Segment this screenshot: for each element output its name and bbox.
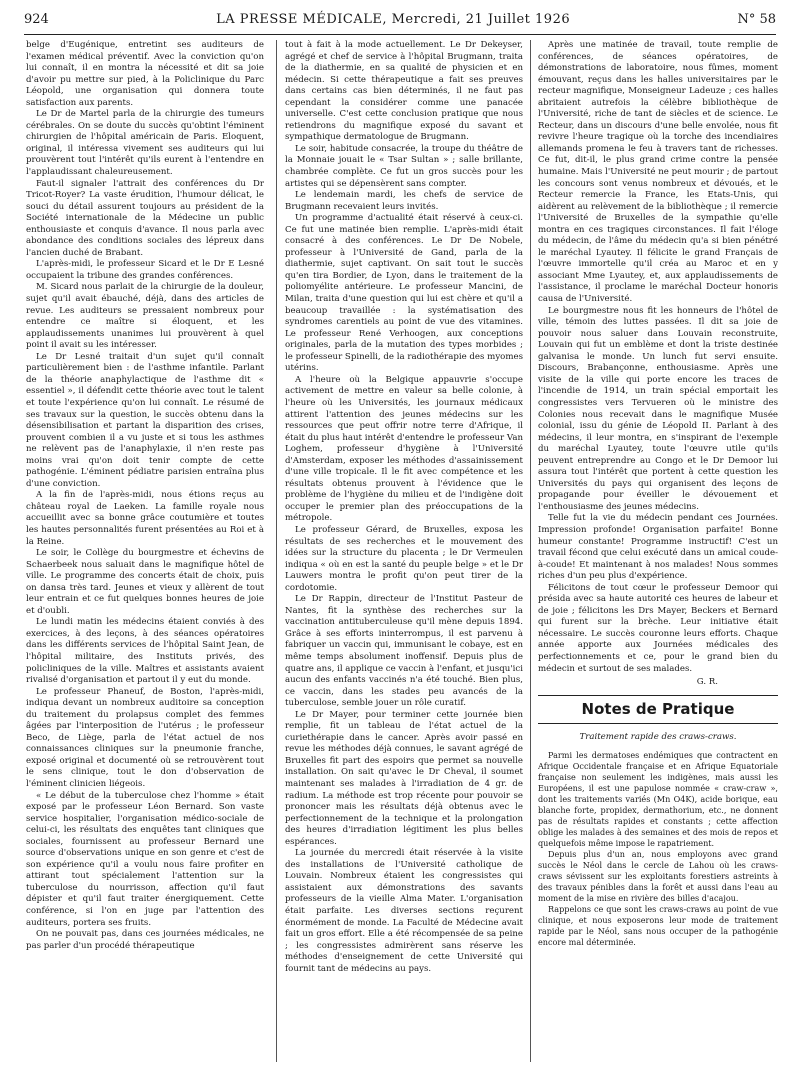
paragraph: « Le début de la tuberculose chez l'homme » était exposé par le professeur Léon Bernard. Son vaste service hospitalier, l'organisation médico-sociale de celui-ci, les résultats des enquêtes tant cliniques que sociales, fournissent au professeur Bernard une source d'observations unique en son genre et c'est de son expérience qu'il a voulu nous faire profiter en attirant tout spécialement l'attention sur la tuberculose du nourrisson, affection qu'il faut dépister et qu'il faut traiter énergiquement. Cette conférence, si l'on en juge par l'attention des auditeurs, portera ses fruits. [26, 790, 264, 928]
paragraph: Le bourgmestre nous fit les honneurs de l'hôtel de ville, témoin des luttes passées. Il dit sa joie de pouvoir nous saluer dans Louvain reconstruite, Louvain qui fut un emblème et dont la triste destinée galvanisa le monde. Un lunch fut servi ensuite. Discours, Brabançonne, enthousiasme. Après une visite de la ville qui porte encore les traces de l'incendie de 1914, un train spécial emportait les congressistes vers Tervueren où le ministre des Colonies nous recevait dans le magnifique Musée colonial, issu du génie de Léopold II. Parlant à des médecins, il leur montra, en s'inspirant de l'exemple du maréchal Lyautey, toute l'œuvre utile qu'ils peuvent entreprendre au Congo et le Dr Demoor lui assura tout l'intérêt que portent à cette question les Universités du pays qui organisent des leçons de propagande pour éveiller le dévouement et l'enthousiasme des jeunes médecins. [538, 305, 778, 512]
paragraph: tout à fait à la mode actuellement. Le Dr Dekeyser, agrégé et chef de service à l'hôpital Brugmann, traita de la diathermie, en sa qualité de physicien et en médecin. Si cette thérapeutique a fait ses preuves dans certains cas bien déterminés, il ne faut pas cependant la considérer comme une panacée universelle. C'est cette conclusion pratique que nous retiendrons du magnifique exposé du savant et sympathique dermatologue de Brugmann. [285, 40, 523, 143]
column-divider [530, 40, 531, 1062]
journal-title: LA PRESSE MÉDICALE, Mercredi, 21 Juillet 1926 [216, 11, 571, 27]
column-divider [276, 40, 277, 1062]
paragraph: Le soir, le Collège du bourgmestre et échevins de Schaerbeek nous saluait dans le magnifique hôtel de ville. Le programme des concerts était de choix, puis on dansa très tard. Jeunes et vieux y allèrent de tout leur entrain et ce fut quelques bonnes heures de joie et d'oubli. [26, 548, 264, 616]
author-signature: G. R. [696, 677, 718, 688]
paragraph: La journée du mercredi était réservée à la visite des installations de l'Université catholique de Louvain. Nombreux étaient les congressistes qui assistaient aux démonstrations des savants professeurs de la vieille Alma Mater. L'organisation était parfaite. Les diverses sections reçurent énormément de monde. La Faculté de Médecine avait fait un gros effort. Elle a été récompensée de sa peine ; les congressistes admirèrent sans réserve les méthodes d'enseignement de cette Université qui fournit tant de médecins au pays. [285, 848, 523, 974]
paragraph: Le Dr Rappin, directeur de l'Institut Pasteur de Nantes, fit la synthèse des recherches sur la vaccination antituberculeuse qu'il mène depuis 1894. Grâce à ses efforts ininterrompus, il est parvenu à fabriquer un vaccin qui, immunisant le cobaye, est en même temps absolument inoffensif. Depuis plus de quatre ans, il applique ce vaccin à l'enfant, et jusqu'ici aucun des enfants vaccinés n'a été touché. Bien plus, ce vaccin, dans les stades peu avancés de la tuberculose, semble jouer un rôle curatif. [285, 594, 523, 709]
paragraph: Le soir, habitude consacrée, la troupe du théâtre de la Monnaie jouait le « Tsar Sultan » ; salle brillante, chambrée complète. Ce fut un gros succès pour les artistes qui se dépensèrent sans compter. [285, 143, 523, 189]
paragraph: L'après-midi, le professeur Sicard et le Dr E Lesné occupaient la tribune des grandes conférences. [26, 259, 264, 281]
section-subheading: Traitement rapide des craws-craws. [579, 732, 737, 743]
page-number: 924 [24, 11, 49, 27]
paragraph: A l'heure où la Belgique appauvrie s'occupe activement de mettre en valeur sa belle colonie, à l'heure où les Universités, les journaux médicaux attirent l'attention des jeunes médecins sur les ressources que peut offrir notre terre d'Afrique, il était du plus haut intérêt d'entendre le professeur Van Loghem, professeur d'hygiène à l'Université d'Amsterdam, exposer les méthodes d'assainissement d'une ville tropicale. Il le fit avec compétence et les résultats obtenus prouvent à l'évidence que le problème de l'hygiène du milieu et de l'indigène doit occuper le premier plan des préoccupations de la métropole. [285, 374, 523, 524]
paragraph: On ne pouvait pas, dans ces journées médicales, ne pas parler d'un procédé thérapeutique [26, 929, 264, 951]
paragraph: Le Dr Lesné traitait d'un sujet qu'il connaît particulièrement bien : de l'asthme infantile. Parlant de la théorie anaphylactique de l'asthme dit « essentiel », il défendit cette théorie avec tout le talent et toute l'expérience qu'on lui connaît. Le résumé de ses travaux sur la question, le succès obtenu dans la désensibilisation et partant la disparition des crises, prouvent combien il a vu juste et si tous les asthmes ne relèvent pas de l'anaphylaxie, il n'en reste pas moins vrai qu'on doit tenir compte de cette pathogénie. L'éminent pédiatre parisien entraîna plus d'une conviction. [26, 351, 264, 489]
paragraph: M. Sicard nous parlait de la chirurgie de la douleur, sujet qu'il avait ébauché, déjà, dans des articles de revue. Les auditeurs se pressaient nombreux pour entendre ce maître si éloquent, et les applaudissements unanimes lui prouvèrent à quel point il avait su les intéresser. [26, 282, 264, 351]
header-rule [24, 34, 776, 35]
paragraph: Telle fut la vie du médecin pendant ces Journées. Impression profonde! Organisation parfaite! Bonne humeur constante! Programme instructif! C'est un travail fécond que celui exécuté dans un amical coude-à-coude! Et maintenant à nos malades! Nous sommes riches d'un peu plus d'expérience. [538, 513, 778, 582]
paragraph: Faut-il signaler l'attrait des conférences du Dr Tricot-Royer? La vaste érudition, l'humour délicat, le souci du détail assurent toujours au président de la Société internationale de la Médecine un public enthousiaste et conquis d'avance. Il nous parla avec abondance des conditions sociales des lépreux dans l'ancien duché de Brabant. [26, 178, 264, 258]
column-2 [285, 40, 523, 1068]
page-header [24, 6, 776, 32]
paragraph: Le lundi matin les médecins étaient conviés à des exercices, à des leçons, à des séances opératoires dans les différents services de l'hôpital Saint Jean, de l'hôpital militaire, des Instituts privés, des policliniques de la ville. Maîtres et assistants avaient rivalisé d'organisation et partout il y eut du monde. [26, 617, 264, 686]
notes-section [538, 750, 778, 948]
section-heading: Notes de Pratique [538, 695, 778, 725]
paragraph: A la fin de l'après-midi, nous étions reçus au château royal de Laeken. La famille royale nous accueillit avec sa bonne grâce coutumière et toutes les hautes personnalités furent présentées au Roi et à la Reine. [26, 490, 264, 547]
paragraph: Depuis plus d'un an, nous employons avec grand succès le Néol dans le cercle de Lahou où les craws-craws sévissent sur les exploitants forestiers astreints à des travaux pénibles dans la forêt et aussi dans l'eau au moment de la mise en rivière des billes d'acajou. [538, 848, 778, 903]
paragraph: Le professeur Phaneuf, de Boston, l'après-midi, indiqua devant un nombreux auditoire sa conception du traitement du prolapsus complet des femmes âgées par l'interposition de l'utérus ; le professeur Beco, de Liège, parla de l'état actuel de nos connaissances cliniques sur la pneumonie franche, exposé original et documenté où se retrouvèrent tout le sens clinique, tout le don d'observation de l'éminent clinicien liégeois. [26, 686, 264, 789]
paragraph: Félicitons de tout cœur le professeur Demoor qui présida avec sa haute autorité ces heures de labeur et de joie ; félicitons les Drs Mayer, Beckers et Bernard qui furent sur la brèche. Leur initiative était nécessaire. Le succès couronne leurs efforts. Chaque année apporte aux Journées médicales des perfectionnements et ce, pour le grand bien du médecin et surtout de ses malades. [538, 582, 778, 674]
issue-number: N° 58 [737, 11, 776, 27]
paragraph: Un programme d'actualité était réservé à ceux-ci. Ce fut une matinée bien remplie. L'après-midi était consacré à des conférences. Le Dr De Nobele, professeur à l'Université de Gand, parla de la diathermie, sujet captivant. On sait tout le succès qu'en tira Bordier, de Lyon, dans le traitement de la poliomyélite antérieure. Le professeur Mancini, de Milan, traita d'une question qui lui est chère et qu'il a beaucoup travaillée : la systématisation des syndromes carentiels au point de vue des vitamines. Le professeur René Verhoogen, aux conceptions originales, parla de la mutation des types morbides ; le professeur Spinelli, de la radiothérapie des myomes utérins. [285, 213, 523, 374]
paragraph: Le professeur Gérard, de Bruxelles, exposa les résultats de ses recherches et le mouvement des idées sur la structure du placenta ; le Dr Vermeulen indiqua « où en est la santé du peuple belge » et le Dr Lauwers montra le profit qu'on peut tirer de la cordotomie. [285, 524, 523, 593]
paragraph: belge d'Eugénique, entretint ses auditeurs de l'examen médical préventif. Avec la conviction qu'on lui connaît, il en montra la nécessité et dit sa joie d'avoir pu mettre sur pied, à la Policlinique du Parc Léopold, une organisation qui donnera toute satisfaction aux parents. [26, 40, 264, 108]
paragraph: Après une matinée de travail, toute remplie de conférences, de séances opératoires, de démonstrations de laboratoire, nous fûmes, moment émouvant, reçus dans les halles universitaires par le recteur magnifique, Monseigneur Ladeuze ; ces halles abritaient autrefois la célèbre bibliothèque de l'Université, riche de tant de siècles et de science. Le Recteur, dans un discours d'une belle envolée, nous fit revivre l'heure tragique où la torche des incendiaires allemands promena le feu à travers tant de richesses. Ce fut, dit-il, le plus grand crime contre la pensée humaine. Mais l'Université ne peut mourir ; de partout les concours sont venus nombreux et dévoués, et le Recteur remercie la France, les Etats-Unis, qui aidèrent au relèvement de la bibliothèque ; il remercie l'Université de Bruxelles de la sympathie qu'elle montra en ces tragiques circonstances. Il fait l'éloge du médecin, de l'âme du médecin qu'a si bien pénétré le maréchal Lyautey. Il félicite le grand Français de l'œuvre immortelle qu'il créa au Maroc et en y associant Mme Lyautey, et, aux applaudissements de l'assistance, il proclame le maréchal Docteur honoris causa de l'Université. [538, 40, 778, 305]
paragraph: Rappelons ce que sont les craws-craws au point de vue clinique, et nous exposerons leur mode de traitement rapide par le Néol, sans nous occuper de la pathogénie encore mal déterminée. [538, 903, 778, 947]
paragraph: Le Dr Mayer, pour terminer cette journée bien remplie, fit un tableau de l'état actuel de la curiethérapie dans le cancer. Après avoir passé en revue les méthodes déjà connues, le savant agrégé de Bruxelles fit part des espoirs que permet sa nouvelle installation. On sait qu'avec le Dr Cheval, il soumet maintenant ses malades à l'irradiation de 4 gr. de radium. La méthode est trop récente pour pouvoir se prononcer mais les résultats déjà obtenus avec le perfectionnement de la technique et la prolongation des heures d'irradiation légitiment les plus belles espérances. [285, 709, 523, 847]
paragraph: Le Dr de Martel parla de la chirurgie des tumeurs cérébrales. On se doute du succès qu'obtint l'éminent chirurgien de l'hôpital américain de Paris. Eloquent, original, il intéressa vivement ses auditeurs qui lui prouvèrent tout l'intérêt qu'ils eurent à l'entendre en l'applaudissant chaleureusement. [26, 109, 264, 178]
column-1 [26, 40, 264, 1068]
paragraph: Parmi les dermatoses endémiques que contractent en Afrique Occidentale française et en Afrique Equatoriale française non seulement les indigènes, mais aussi les Européens, il est une papulose nommée « craw-craw », dont les traitements variés (Mn O4K), acide borique, eau blanche forte, propidex, dermathorium, etc., ne donnent pas de résultats rapides et constants ; cette affection oblige les malades à des semaines et des mois de repos et quelquefois même impose le rapatriement. [538, 749, 778, 848]
column-3 [538, 40, 778, 1068]
paragraph: Le lendemain mardi, les chefs de service de Brugmann recevaient leurs invités. [285, 190, 523, 212]
